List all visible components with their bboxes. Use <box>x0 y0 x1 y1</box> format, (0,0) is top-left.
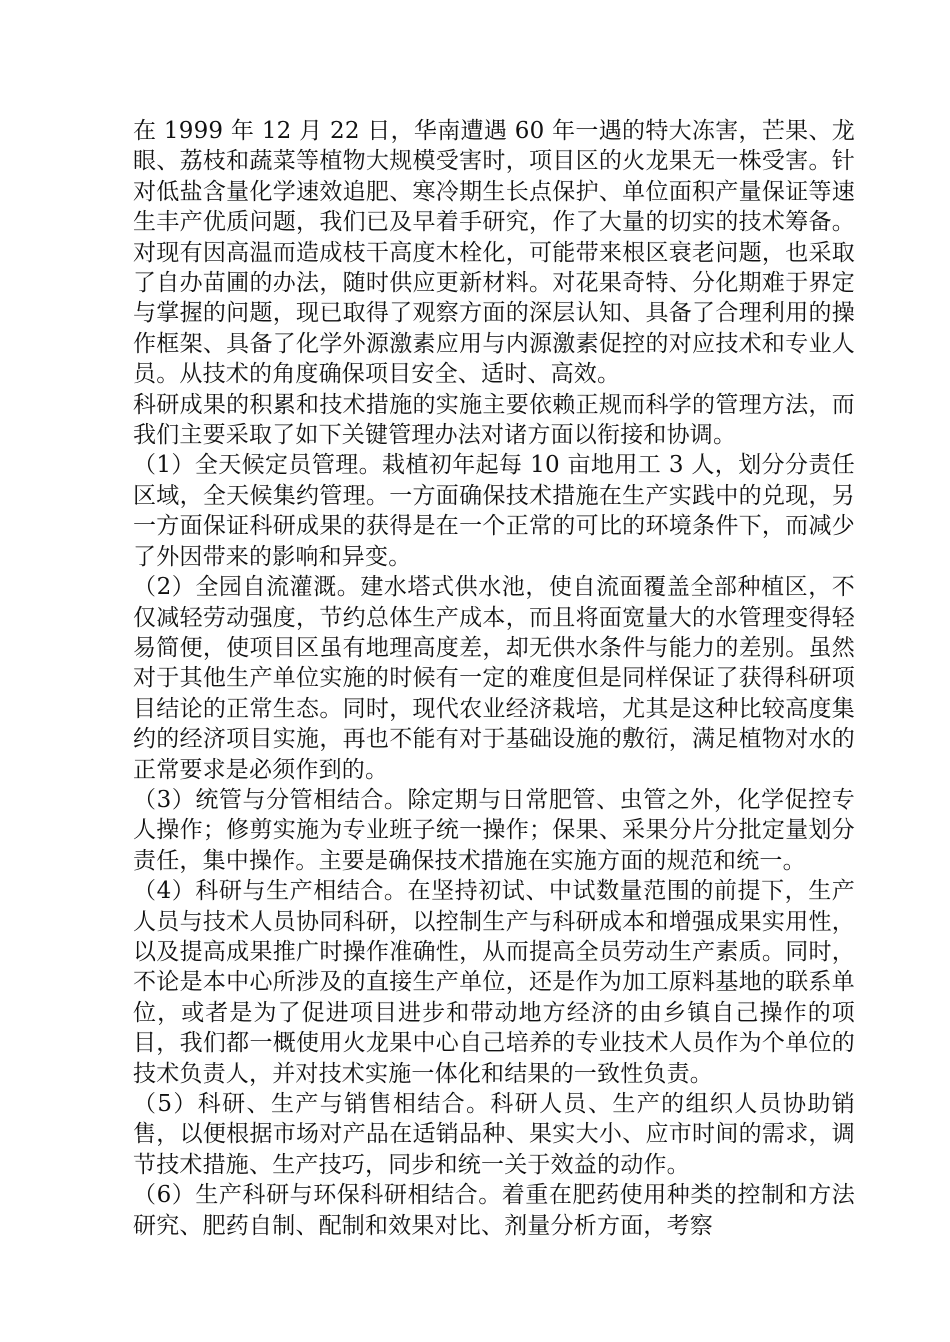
paragraph-item-4-research-production: （4）科研与生产相结合。在坚持初试、中试数量范围的前提下，生产人员与技术人员协同科研，以控制生产与科研成本和增强成果实用性，以及提高成果推广时操作准确性，从而提高全员劳动生产素质。同时，不论是本中心所涉及的直接生产单位，还是作为加工原料基地的联系单位，或者是为了促进项目进步和带动地方经济的由乡镇自己操作的项目，我们都一概使用火龙果中心自己培养的专业技术人员作为个单位的技术负责人，并对技术实施一体化和结果的一致性负责。 <box>133 878 855 1087</box>
paragraph-item-3-unified-management: （3）统管与分管相结合。除定期与日常肥管、虫管之外，化学促控专人操作；修剪实施为专业班子统一操作；保果、采果分片分批定量划分责任，集中操作。主要是确保技术措施在实施方面的规范和统一。 <box>133 786 855 874</box>
paragraph-item-5-sales: （5）科研、生产与销售相结合。科研人员、生产的组织人员协助销售，以便根据市场对产品在适销品种、果实大小、应市时间的需求，调节技术措施、生产技巧，同步和统一关于效益的动作。 <box>133 1091 855 1178</box>
document-page <box>133 116 855 1241</box>
paragraph-management-intro: 科研成果的积累和技术措施的实施主要依赖正规而科学的管理方法，而我们主要采取了如下关键管理办法对诸方面以衔接和协调。 <box>133 391 855 449</box>
paragraph-item-2-irrigation: （2）全园自流灌溉。建水塔式供水池，使自流面覆盖全部种植区，不仅减轻劳动强度，节约总体生产成本，而且将面宽量大的水管理变得轻易简便，使项目区虽有地理高度差，却无供水条件与能力的差别。虽然对于其他生产单位实施的时候有一定的难度但是同样保证了获得科研项目结论的正常生态。同时，现代农业经济栽培，尤其是这种比较高度集约的经济项目实施，再也不能有对于基础设施的敷衍，满足植物对水的正常要求是必须作到的。 <box>133 574 855 783</box>
paragraph-item-1-staffing: （1）全天候定员管理。栽植初年起每 10 亩地用工 3 人，划分分责任区域，全天候集约管理。一方面确保技术措施在生产实践中的兑现，另一方面保证科研成果的获得是在一个正常的可比的环境条件下，而减少了外因带来的影响和异变。 <box>133 452 855 570</box>
paragraph-item-6-environment: （6）生产科研与环保科研相结合。着重在肥药使用种类的控制和方法研究、肥药自制、配制和效果对比、剂量分析方面，考察 <box>133 1182 855 1239</box>
paragraph-freeze-resistance: 在 1999 年 12 月 22 日，华南遭遇 60 年一遇的特大冻害，芒果、龙眼、荔枝和蔬菜等植物大规模受害时，项目区的火龙果无一株受害。针对低盐含量化学速效追肥、寒冷期生长点保护、单位面积产量保证等速生丰产优质问题，我们已及早着手研究，作了大量的切实的技术筹备。对现有因高温而造成枝干高度木栓化，可能带来根区衰老问题，也采取了自办苗圃的办法，随时供应更新材料。对花果奇特、分化期难于界定与掌握的问题，现已取得了观察方面的深层认知、具备了合理利用的操作框架、具备了化学外源激素应用与内源激素促控的对应技术和专业人员。从技术的角度确保项目安全、适时、高效。 <box>133 118 855 388</box>
